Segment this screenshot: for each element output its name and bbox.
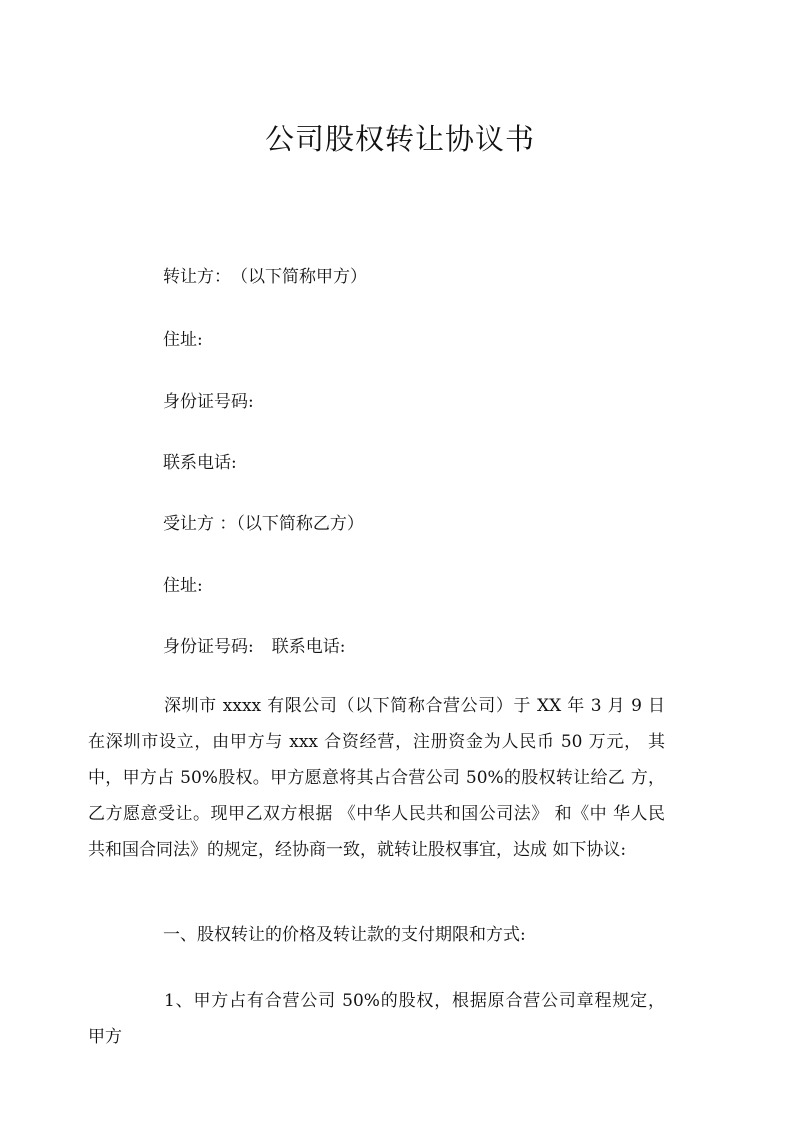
section-heading: 一、股权转让的价格及转让款的支付期限和方式: — [163, 925, 526, 945]
document-title: 公司股权转让协议书 — [264, 122, 535, 156]
transferee-address-line: 住址: — [163, 576, 203, 596]
transferor-address-line: 住址: — [163, 330, 203, 350]
transferor-phone-line: 联系电话: — [163, 453, 237, 473]
transferee-line: 受让方 ：（以下简称乙方） — [163, 514, 364, 534]
body-paragraph: 深圳市 xxxx 有限公司（以下简称合营公司）于 XX 年 3 月 9 日在深圳市设立，由甲方与 xxx 合资经营，注册资金为人民币 50 万元， 其中，甲方占 50%股权。甲方愿意将其占合营公司 50%的股权转让给乙 方，乙方愿意受让。现甲乙双方根据 《中华人民共和国公司法》 和《中 华人民共和国合同法》的规定，经协商一致，就转让股权事宜，达成 如下协议: — [88, 696, 665, 860]
transferee-id-label: 身份证号码: — [163, 637, 254, 657]
clause-1: 1、甲方占有合营公司 50%的股权，根据原合营公司章程规定， 甲方 — [88, 991, 665, 1047]
transferor-line: 转让方： （以下简称甲方） — [163, 267, 367, 287]
transferee-phone-label: 联系电话: — [271, 637, 346, 657]
transferor-id-line: 身份证号码: — [163, 392, 254, 412]
transferee-id-phone-line — [163, 636, 345, 658]
